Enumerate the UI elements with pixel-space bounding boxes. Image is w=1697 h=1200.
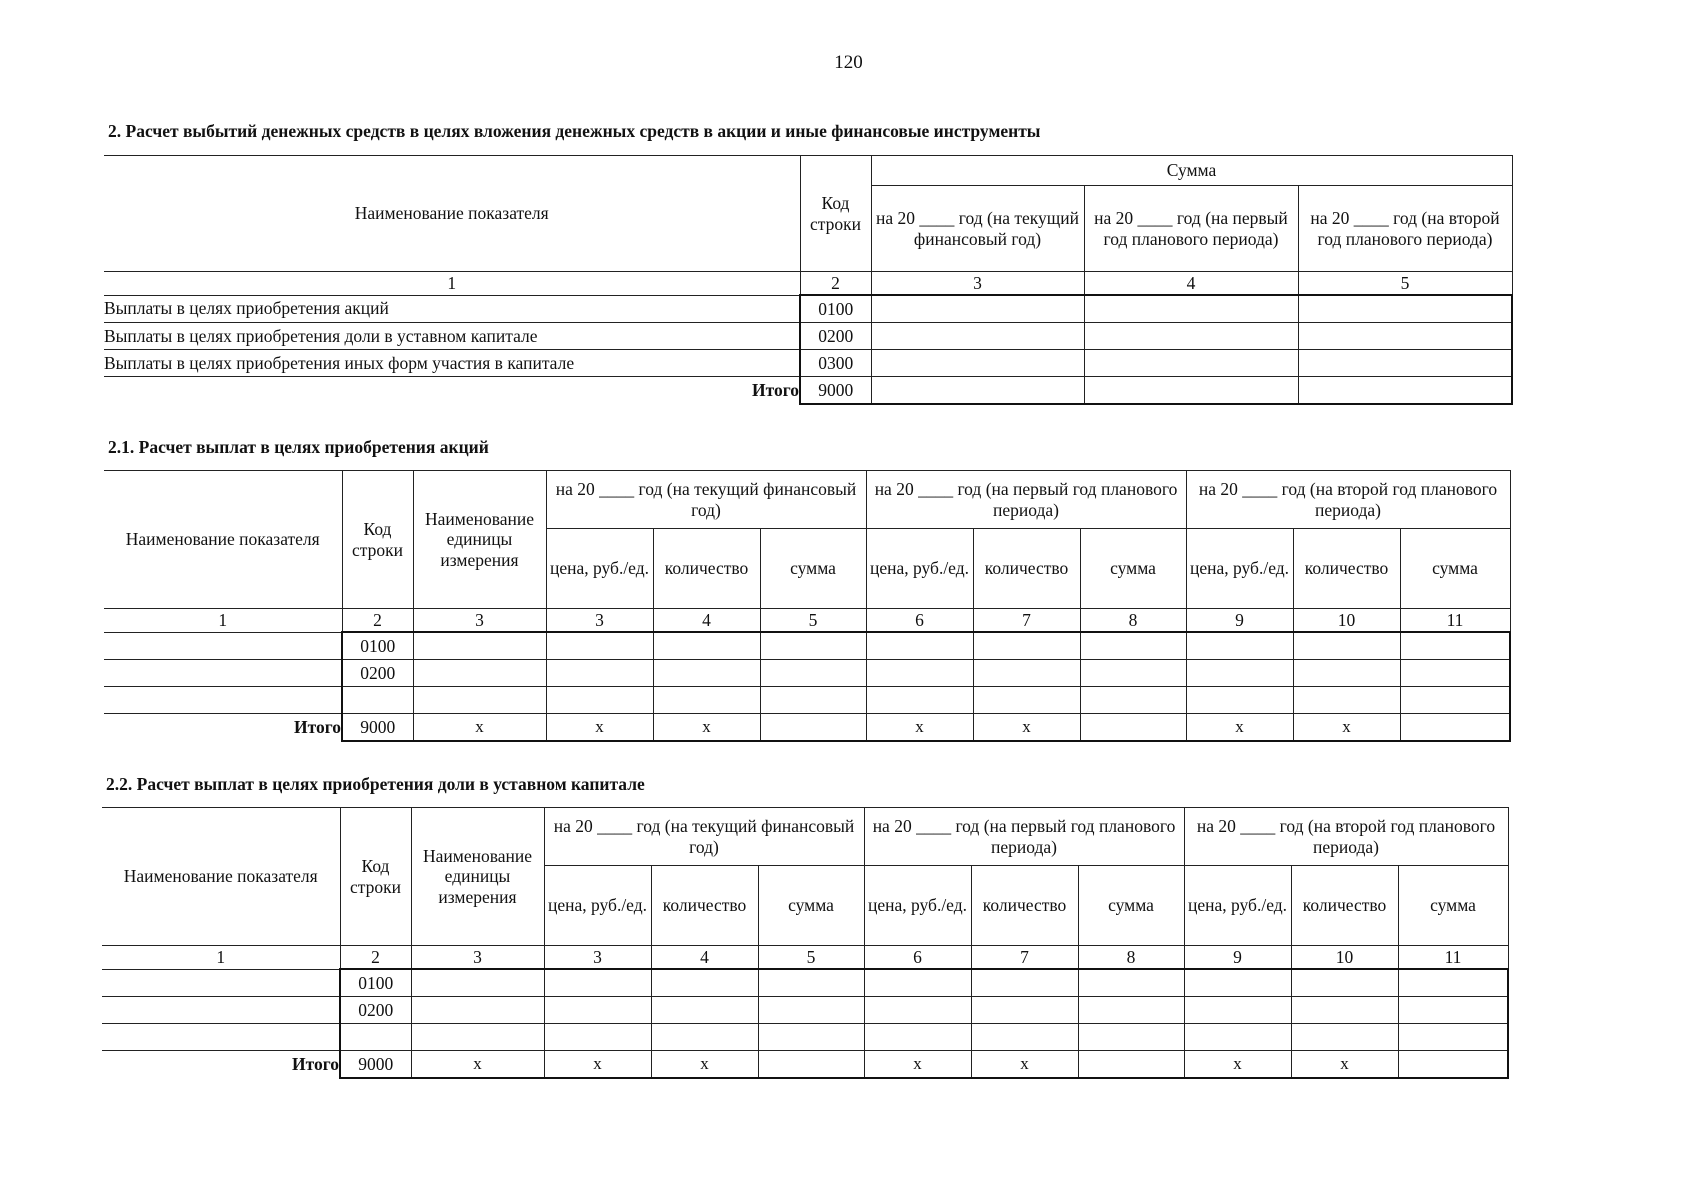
row-name[interactable] — [102, 1024, 340, 1051]
row-name[interactable] — [104, 632, 342, 660]
unit-cell[interactable] — [413, 687, 546, 714]
total-label: Итого — [104, 377, 800, 405]
value-cell[interactable] — [1080, 660, 1186, 687]
value-cell[interactable] — [864, 969, 971, 997]
value-cell[interactable] — [973, 660, 1080, 687]
value-cell[interactable] — [1186, 660, 1293, 687]
total-label: Итого — [102, 1051, 340, 1079]
row-code: 0100 — [800, 295, 871, 323]
header-unit: Наименование единицы измерения — [413, 471, 546, 609]
header-qty: количество — [973, 529, 1080, 609]
col-number: 3 — [411, 946, 544, 970]
col-number: 5 — [760, 609, 866, 633]
table-row — [104, 350, 1512, 377]
value-cell[interactable] — [1186, 632, 1293, 660]
value-cell[interactable] — [1080, 632, 1186, 660]
header-unit: Наименование единицы измерения — [411, 808, 544, 946]
col-number: 2 — [342, 609, 413, 633]
value-cell[interactable] — [1400, 687, 1510, 714]
total-label: Итого — [104, 714, 342, 742]
row-code: 0100 — [342, 632, 413, 660]
x-mark: x — [1186, 714, 1293, 742]
row-code — [340, 1024, 411, 1051]
header-code: Код строки — [800, 156, 871, 272]
value-cell[interactable] — [758, 1051, 864, 1079]
header-qty: количество — [651, 866, 758, 946]
header-year-current: на 20 ____ год (на текущий финансовый год) — [544, 808, 864, 866]
value-cell[interactable] — [1184, 997, 1291, 1024]
header-year-first: на 20 ____ год (на первый год планового периода) — [1084, 186, 1298, 272]
x-mark: x — [1184, 1051, 1291, 1079]
value-cell[interactable] — [651, 969, 758, 997]
row-name[interactable] — [102, 997, 340, 1024]
value-cell[interactable] — [651, 1024, 758, 1051]
header-code: Код строки — [342, 471, 413, 609]
row-code: 0200 — [340, 997, 411, 1024]
row-name[interactable] — [104, 687, 342, 714]
value-cell[interactable] — [864, 997, 971, 1024]
row-name[interactable] — [102, 969, 340, 997]
value-cell[interactable] — [866, 632, 973, 660]
header-year-current: на 20 ____ год (на текущий финансовый год) — [871, 186, 1084, 272]
unit-cell[interactable] — [411, 1024, 544, 1051]
col-number: 9 — [1186, 609, 1293, 633]
value-cell[interactable] — [1078, 969, 1184, 997]
row-name: Выплаты в целях приобретения доли в уставном капитале — [104, 323, 800, 350]
header-year-second: на 20 ____ год (на второй год планового периода) — [1186, 471, 1510, 529]
value-cell[interactable] — [544, 997, 651, 1024]
col-number: 7 — [971, 946, 1078, 970]
col-number: 3 — [413, 609, 546, 633]
value-cell[interactable] — [973, 632, 1080, 660]
value-cell[interactable] — [866, 660, 973, 687]
value-cell[interactable] — [1398, 1024, 1508, 1051]
value-cell[interactable] — [1080, 687, 1186, 714]
x-mark: x — [413, 714, 546, 742]
header-qty: количество — [971, 866, 1078, 946]
value-cell[interactable] — [758, 997, 864, 1024]
total-row — [104, 377, 1512, 405]
table-section-2-2 — [102, 807, 1509, 1079]
header-price: цена, руб./ед. — [1186, 529, 1293, 609]
total-code: 9000 — [340, 1051, 411, 1079]
header-name: Наименование показателя — [102, 808, 340, 946]
row-code: 0200 — [342, 660, 413, 687]
x-mark: x — [1291, 1051, 1398, 1079]
value-cell[interactable] — [1398, 997, 1508, 1024]
col-number: 9 — [1184, 946, 1291, 970]
col-number: 10 — [1291, 946, 1398, 970]
value-cell[interactable] — [1291, 997, 1398, 1024]
row-code: 0200 — [800, 323, 871, 350]
row-code: 0100 — [340, 969, 411, 997]
value-cell[interactable] — [760, 687, 866, 714]
header-price: цена, руб./ед. — [866, 529, 973, 609]
header-year-first: на 20 ____ год (на первый год планового периода) — [866, 471, 1186, 529]
total-code: 9000 — [342, 714, 413, 742]
value-cell[interactable] — [653, 687, 760, 714]
total-code: 9000 — [800, 377, 871, 405]
value-cell[interactable] — [1084, 323, 1298, 350]
x-mark: x — [971, 1051, 1078, 1079]
table-row — [104, 295, 1512, 323]
value-cell[interactable] — [1291, 969, 1398, 997]
value-cell[interactable] — [653, 660, 760, 687]
header-qty: количество — [1291, 866, 1398, 946]
col-number: 3 — [544, 946, 651, 970]
value-cell[interactable] — [1293, 632, 1400, 660]
table-row — [104, 687, 1510, 714]
value-cell[interactable] — [546, 632, 653, 660]
header-year-current: на 20 ____ год (на текущий финансовый год) — [546, 471, 866, 529]
header-price: цена, руб./ед. — [1184, 866, 1291, 946]
table-row — [104, 632, 1510, 660]
col-number: 1 — [104, 272, 800, 296]
header-sum: сумма — [1078, 866, 1184, 946]
row-name[interactable] — [104, 660, 342, 687]
value-cell[interactable] — [758, 969, 864, 997]
value-cell[interactable] — [1078, 1051, 1184, 1079]
col-number: 1 — [102, 946, 340, 970]
col-number: 2 — [800, 272, 871, 296]
value-cell[interactable] — [871, 350, 1084, 377]
unit-cell[interactable] — [413, 660, 546, 687]
value-cell[interactable] — [1293, 687, 1400, 714]
value-cell[interactable] — [653, 632, 760, 660]
table-row — [104, 660, 1510, 687]
x-mark: x — [653, 714, 760, 742]
table-row — [102, 997, 1508, 1024]
header-name: Наименование показателя — [104, 156, 800, 272]
col-number: 11 — [1400, 609, 1510, 633]
value-cell[interactable] — [544, 969, 651, 997]
header-sum: сумма — [758, 866, 864, 946]
value-cell[interactable] — [973, 687, 1080, 714]
value-cell[interactable] — [971, 969, 1078, 997]
col-number: 1 — [104, 609, 342, 633]
header-price: цена, руб./ед. — [544, 866, 651, 946]
value-cell[interactable] — [1398, 1051, 1508, 1079]
header-qty: количество — [653, 529, 760, 609]
x-mark: x — [546, 714, 653, 742]
value-cell[interactable] — [1184, 969, 1291, 997]
table-row — [102, 969, 1508, 997]
value-cell[interactable] — [651, 997, 758, 1024]
col-number: 5 — [1298, 272, 1512, 296]
col-number: 7 — [973, 609, 1080, 633]
header-sum: Сумма — [871, 156, 1512, 186]
section-2-1-title: 2.1. Расчет выплат в целях приобретения акций — [108, 437, 489, 457]
value-cell[interactable] — [1293, 660, 1400, 687]
value-cell[interactable] — [1298, 295, 1512, 323]
value-cell[interactable] — [971, 997, 1078, 1024]
header-code: Код строки — [340, 808, 411, 946]
value-cell[interactable] — [866, 687, 973, 714]
unit-cell[interactable] — [411, 997, 544, 1024]
x-mark: x — [866, 714, 973, 742]
col-number: 4 — [653, 609, 760, 633]
value-cell[interactable] — [971, 1024, 1078, 1051]
value-cell[interactable] — [1084, 377, 1298, 405]
value-cell[interactable] — [1084, 295, 1298, 323]
x-mark: x — [1293, 714, 1400, 742]
unit-cell[interactable] — [411, 969, 544, 997]
value-cell[interactable] — [871, 377, 1084, 405]
section-2-title: 2. Расчет выбытий денежных средств в целях вложения денежных средств в акции и иные финансовые инструменты — [108, 121, 1041, 141]
value-cell[interactable] — [1298, 377, 1512, 405]
section-2-2-title: 2.2. Расчет выплат в целях приобретения доли в уставном капитале — [106, 774, 645, 794]
header-year-second: на 20 ____ год (на второй год планового периода) — [1298, 186, 1512, 272]
value-cell[interactable] — [1400, 714, 1510, 742]
header-year-first: на 20 ____ год (на первый год планового периода) — [864, 808, 1184, 866]
header-sum: сумма — [1398, 866, 1508, 946]
row-name: Выплаты в целях приобретения иных форм участия в капитале — [104, 350, 800, 377]
x-mark: x — [411, 1051, 544, 1079]
col-number: 5 — [758, 946, 864, 970]
table-section-2 — [104, 155, 1513, 405]
total-row — [104, 714, 1510, 742]
row-name: Выплаты в целях приобретения акций — [104, 295, 800, 323]
value-cell[interactable] — [546, 660, 653, 687]
value-cell[interactable] — [864, 1024, 971, 1051]
x-mark: x — [651, 1051, 758, 1079]
value-cell[interactable] — [1080, 714, 1186, 742]
value-cell[interactable] — [760, 632, 866, 660]
value-cell[interactable] — [1298, 323, 1512, 350]
col-number: 3 — [546, 609, 653, 633]
col-number: 3 — [871, 272, 1084, 296]
col-number: 4 — [1084, 272, 1298, 296]
table-row — [104, 323, 1512, 350]
header-name: Наименование показателя — [104, 471, 342, 609]
table-row — [102, 1024, 1508, 1051]
header-sum: сумма — [760, 529, 866, 609]
x-mark: x — [544, 1051, 651, 1079]
page-number: 120 — [834, 52, 863, 73]
row-code — [342, 687, 413, 714]
value-cell[interactable] — [871, 295, 1084, 323]
value-cell[interactable] — [1186, 687, 1293, 714]
value-cell[interactable] — [758, 1024, 864, 1051]
header-qty: количество — [1293, 529, 1400, 609]
header-year-second: на 20 ____ год (на второй год планового периода) — [1184, 808, 1508, 866]
col-number: 10 — [1293, 609, 1400, 633]
header-sum: сумма — [1080, 529, 1186, 609]
value-cell[interactable] — [760, 714, 866, 742]
row-code: 0300 — [800, 350, 871, 377]
value-cell[interactable] — [1398, 969, 1508, 997]
value-cell[interactable] — [1084, 350, 1298, 377]
value-cell[interactable] — [1298, 350, 1512, 377]
total-row — [102, 1051, 1508, 1079]
value-cell[interactable] — [546, 687, 653, 714]
value-cell[interactable] — [871, 323, 1084, 350]
col-number: 6 — [864, 946, 971, 970]
value-cell[interactable] — [544, 1024, 651, 1051]
value-cell[interactable] — [1078, 997, 1184, 1024]
col-number: 8 — [1080, 609, 1186, 633]
unit-cell[interactable] — [413, 632, 546, 660]
value-cell[interactable] — [1184, 1024, 1291, 1051]
value-cell[interactable] — [1400, 632, 1510, 660]
col-number: 2 — [340, 946, 411, 970]
header-price: цена, руб./ед. — [864, 866, 971, 946]
x-mark: x — [864, 1051, 971, 1079]
col-number: 4 — [651, 946, 758, 970]
value-cell[interactable] — [1078, 1024, 1184, 1051]
value-cell[interactable] — [1400, 660, 1510, 687]
col-number: 6 — [866, 609, 973, 633]
col-number: 11 — [1398, 946, 1508, 970]
x-mark: x — [973, 714, 1080, 742]
header-sum: сумма — [1400, 529, 1510, 609]
value-cell[interactable] — [760, 660, 866, 687]
value-cell[interactable] — [1291, 1024, 1398, 1051]
header-price: цена, руб./ед. — [546, 529, 653, 609]
col-number: 8 — [1078, 946, 1184, 970]
table-section-2-1 — [104, 470, 1511, 742]
